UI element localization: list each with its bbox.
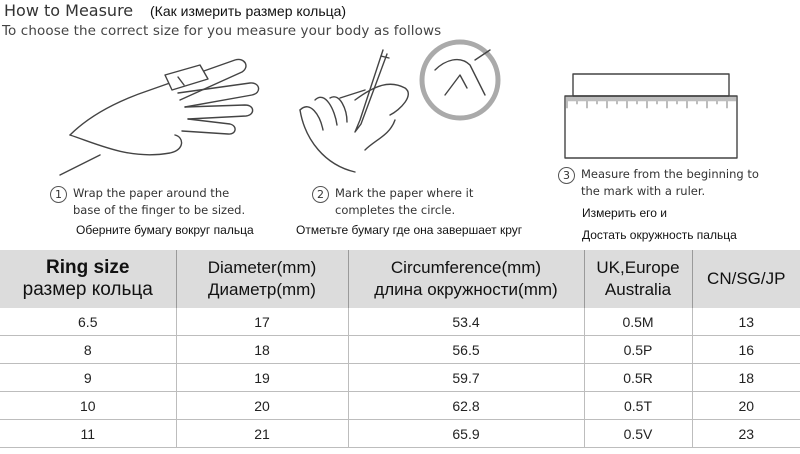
cell-cn: 18 <box>692 364 800 392</box>
hand-wrap-illustration-icon <box>60 45 280 180</box>
table-header-row <box>0 250 800 308</box>
cell-cn: 23 <box>692 420 800 448</box>
hand-mark-illustration-icon <box>295 40 525 180</box>
cell-cn: 20 <box>692 392 800 420</box>
header-cn-sg-jp: CN/SG/JP <box>692 250 800 308</box>
step-text-line2: base of the finger to be sized. <box>73 203 246 217</box>
step-1 <box>50 186 245 218</box>
step-number: 3 <box>558 167 575 184</box>
step-2-ru: Отметьте бумагу где она завершает круг <box>296 223 523 237</box>
cell-cn: 13 <box>692 308 800 336</box>
ring-size-table <box>0 250 800 448</box>
cell-diameter: 21 <box>176 420 348 448</box>
cell-ring-size: 9 <box>0 364 176 392</box>
cell-circumference: 62.8 <box>348 392 584 420</box>
cell-circumference: 59.7 <box>348 364 584 392</box>
table-row <box>0 308 800 336</box>
table-row <box>0 420 800 448</box>
cell-uk: 0.5T <box>584 392 692 420</box>
step-text-line2: completes the circle. <box>335 203 456 217</box>
cell-diameter: 19 <box>176 364 348 392</box>
cell-cn: 16 <box>692 336 800 364</box>
step-text-line1: Measure from the beginning to <box>581 167 759 181</box>
cell-circumference: 65.9 <box>348 420 584 448</box>
step-1-ru: Оберните бумагу вокруг пальца <box>76 223 254 237</box>
cell-uk: 0.5P <box>584 336 692 364</box>
cell-uk: 0.5R <box>584 364 692 392</box>
header-uk-europe-australia: UK,Europe Australia <box>584 250 692 308</box>
header-diameter: Diameter(mm) Диаметр(mm) <box>176 250 348 308</box>
cell-uk: 0.5M <box>584 308 692 336</box>
cell-diameter: 18 <box>176 336 348 364</box>
page-subtitle: To choose the correct size for you measure your body as follows <box>2 23 442 39</box>
cell-diameter: 20 <box>176 392 348 420</box>
cell-ring-size: 6.5 <box>0 308 176 336</box>
cell-ring-size: 10 <box>0 392 176 420</box>
step-3-ru-1: Измерить его и <box>582 206 668 220</box>
step-text-line1: Mark the paper where it <box>335 186 474 200</box>
table-row <box>0 364 800 392</box>
step-3 <box>558 167 759 199</box>
cell-diameter: 17 <box>176 308 348 336</box>
step-text-line2: the mark with a ruler. <box>581 184 706 198</box>
page-title: How to Measure <box>4 1 134 20</box>
step-number: 1 <box>50 186 67 203</box>
header-ring-size: Ring size размер кольца <box>0 250 176 308</box>
step-number: 2 <box>312 186 329 203</box>
step-3-ru-2: Достать окружность пальца <box>582 228 737 242</box>
cell-ring-size: 11 <box>0 420 176 448</box>
table-row <box>0 336 800 364</box>
cell-uk: 0.5V <box>584 420 692 448</box>
header-circumference: Circumference(mm) длина окружности(mm) <box>348 250 584 308</box>
cell-circumference: 56.5 <box>348 336 584 364</box>
step-2 <box>312 186 473 218</box>
cell-ring-size: 8 <box>0 336 176 364</box>
ruler-illustration-icon <box>565 72 745 162</box>
page-title-ru: (Как измерить размер кольца) <box>150 3 347 19</box>
cell-circumference: 53.4 <box>348 308 584 336</box>
table-row <box>0 392 800 420</box>
step-text-line1: Wrap the paper around the <box>73 186 230 200</box>
